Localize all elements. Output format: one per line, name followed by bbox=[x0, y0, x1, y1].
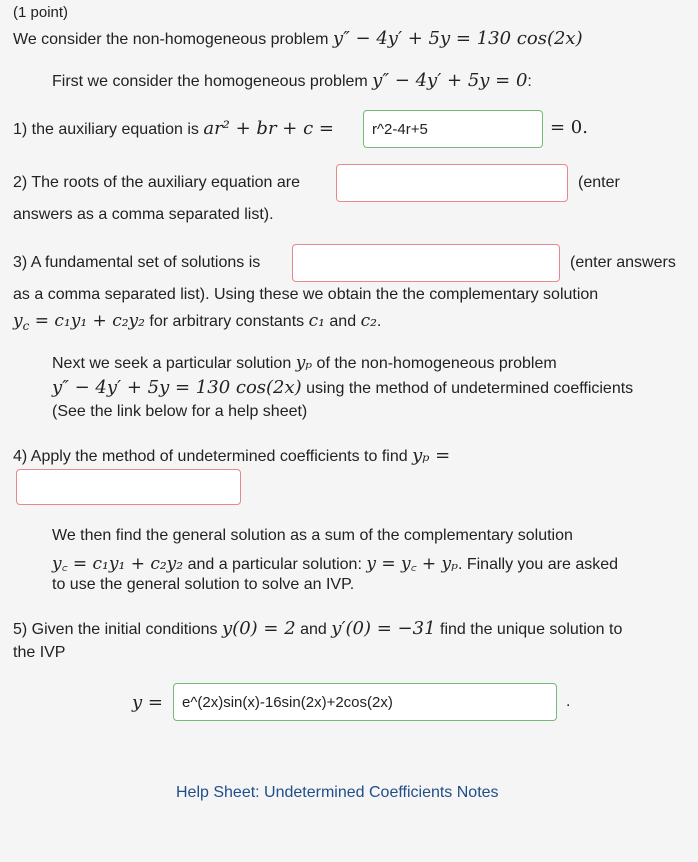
particular-line-1 bbox=[52, 353, 557, 373]
q1-answer-input[interactable]: r^2-4r+5 bbox=[363, 110, 543, 148]
q5-period: . bbox=[566, 693, 571, 710]
help-sheet-link[interactable]: Help Sheet: Undetermined Coefficients Notes bbox=[176, 784, 499, 801]
particular-text-1: Next we seek a particular solution bbox=[52, 355, 292, 372]
general-line-3: to use the general solution to solve an IVP. bbox=[52, 576, 355, 593]
c2-symbol: c₂ bbox=[360, 311, 377, 331]
q5-label: 5) Given the initial conditions bbox=[13, 621, 218, 638]
q4-label: 4) Apply the method of undetermined coefficients to find bbox=[13, 448, 408, 465]
particular-equation: y″ − 4y′ + 5y = 130 cos(2x) bbox=[52, 377, 302, 398]
main-equation: y″ − 4y′ + 5y = 130 cos(2x) bbox=[332, 28, 583, 49]
general-yc-equation: y꜀ = c₁y₁ + c₂y₂ bbox=[52, 554, 184, 574]
q3-line-2: as a comma separated list). Using these we obtain the the complementary solution bbox=[13, 286, 599, 303]
points-label: (1 point) bbox=[13, 4, 69, 21]
general-tail-text: . Finally you are asked bbox=[457, 556, 619, 573]
homogeneous-colon: : bbox=[527, 73, 532, 90]
q4-label-row bbox=[13, 445, 450, 466]
particular-text-2-tail: using the method of undetermined coefficients bbox=[306, 380, 634, 397]
particular-text-1-tail: of the non-homogeneous problem bbox=[316, 355, 557, 372]
general-y-equation: y = y꜀ + yₚ bbox=[366, 554, 458, 574]
q3-and: and bbox=[329, 313, 357, 330]
q5-tail: find the unique solution to bbox=[440, 621, 623, 638]
homogeneous-text: First we consider the homogeneous problem bbox=[52, 73, 368, 90]
particular-line-2 bbox=[52, 377, 633, 398]
problem-statement bbox=[13, 28, 583, 49]
q5-ic2: y′(0) = −31 bbox=[331, 618, 436, 639]
q1-label-row bbox=[13, 118, 334, 139]
q3-line-3 bbox=[13, 311, 381, 333]
general-line-2 bbox=[52, 551, 618, 574]
q2-hint-1: (enter bbox=[578, 174, 620, 191]
q1-lhs: ar² + br + c = bbox=[203, 118, 334, 139]
q1-label: 1) the auxiliary equation is bbox=[13, 121, 199, 138]
q3-label: 3) A fundamental set of solutions is bbox=[13, 254, 261, 271]
yc-symbol: y bbox=[13, 311, 23, 331]
general-line-1: We then find the general solution as a sum of the complementary solution bbox=[52, 527, 573, 544]
homogeneous-equation: y″ − 4y′ + 5y = 0 bbox=[372, 70, 528, 91]
q3-period: . bbox=[376, 313, 382, 330]
q5-label-row bbox=[13, 618, 622, 639]
q2-hint-2: answers as a comma separated list). bbox=[13, 206, 274, 223]
general-mid-text: and a particular solution: bbox=[187, 556, 362, 573]
q3-line-3-text: for arbitrary constants bbox=[149, 313, 305, 330]
intro-text: We consider the non-homogeneous problem bbox=[13, 31, 329, 48]
q2-label: 2) The roots of the auxiliary equation are bbox=[13, 174, 300, 191]
q5-answer-input[interactable]: e^(2x)sin(x)-16sin(2x)+2cos(2x) bbox=[173, 683, 557, 721]
homogeneous-statement bbox=[52, 70, 532, 91]
q2-answer-input[interactable] bbox=[336, 164, 568, 202]
q5-ic1: y(0) = 2 bbox=[222, 618, 296, 639]
q3-hint-1: (enter answers bbox=[570, 254, 676, 271]
particular-line-3: (See the link below for a help sheet) bbox=[52, 403, 308, 420]
c1-symbol: c₁ bbox=[308, 311, 325, 331]
q5-line-2: the IVP bbox=[13, 644, 66, 661]
q3-answer-input[interactable] bbox=[292, 244, 560, 282]
yc-equation: = c₁y₁ + c₂y₂ bbox=[29, 311, 145, 331]
q5-y-eq: y = bbox=[132, 692, 163, 713]
yc-subscript: c bbox=[22, 319, 30, 334]
q1-rhs: = 0. bbox=[550, 117, 588, 138]
q5-and: and bbox=[300, 621, 327, 638]
q4-answer-input[interactable] bbox=[16, 469, 241, 505]
help-sheet-link-wrap bbox=[176, 784, 499, 802]
q4-yp-eq: yₚ = bbox=[412, 445, 451, 466]
yp-symbol: yₚ bbox=[295, 353, 313, 373]
